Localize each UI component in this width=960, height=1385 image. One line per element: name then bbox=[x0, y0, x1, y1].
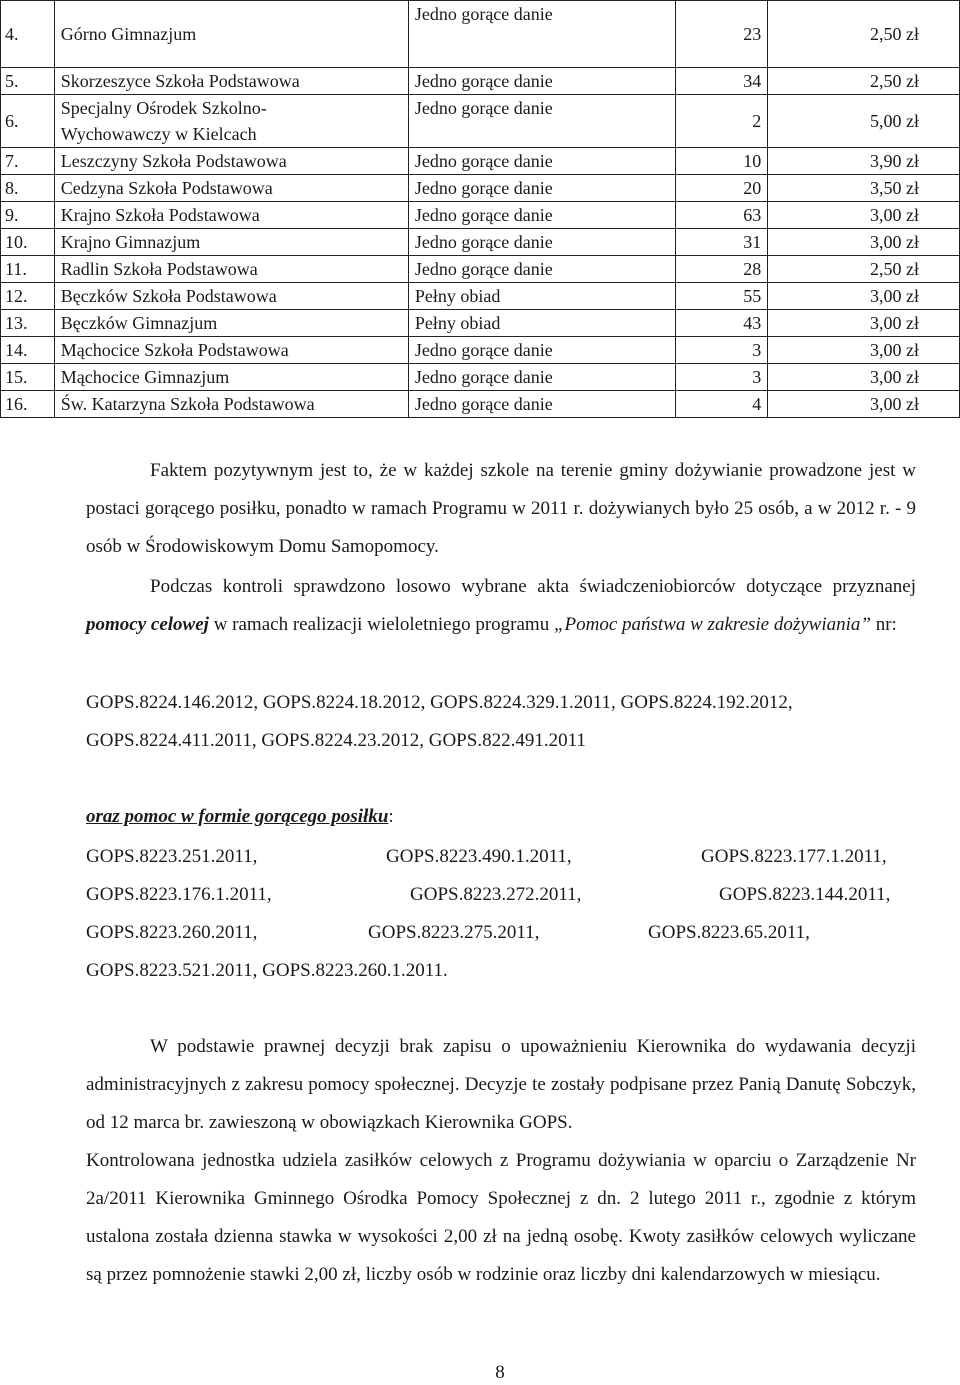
child-count: 34 bbox=[676, 68, 768, 95]
child-count: 3 bbox=[676, 364, 768, 391]
case-number: GOPS.8223.144.2011, bbox=[719, 884, 891, 905]
table-row bbox=[1, 283, 960, 310]
row-number: 6. bbox=[1, 95, 55, 148]
child-count: 4 bbox=[676, 391, 768, 418]
meal-type: Jedno gorące danie bbox=[408, 1, 675, 68]
row-number: 15. bbox=[1, 364, 55, 391]
school-name: Cedzyna Szkoła Podstawowa bbox=[54, 175, 408, 202]
table-row bbox=[1, 175, 960, 202]
meal-type: Jedno gorące danie bbox=[408, 256, 675, 283]
table-row bbox=[1, 391, 960, 418]
meal-price: 3,00 zł bbox=[768, 283, 960, 310]
case-number: GOPS.8223.251.2011, bbox=[86, 846, 258, 867]
meal-type: Jedno gorące danie bbox=[408, 391, 675, 418]
meal-type: Jedno gorące danie bbox=[408, 95, 675, 148]
meal-price: 5,00 zł bbox=[768, 95, 960, 148]
child-count: 2 bbox=[676, 95, 768, 148]
row-number: 11. bbox=[1, 256, 55, 283]
meal-price: 3,00 zł bbox=[768, 229, 960, 256]
child-count: 20 bbox=[676, 175, 768, 202]
paragraph-text: w ramach realizacji wieloletniego programu bbox=[213, 614, 550, 635]
row-number: 10. bbox=[1, 229, 55, 256]
school-name: Radlin Szkoła Podstawowa bbox=[54, 256, 408, 283]
heading-colon: : bbox=[388, 806, 394, 827]
row-number: 5. bbox=[1, 68, 55, 95]
school-name: Krajno Szkoła Podstawowa bbox=[54, 202, 408, 229]
table-row bbox=[1, 256, 960, 283]
case-number: GOPS.8223.176.1.2011, bbox=[86, 884, 272, 905]
row-number: 16. bbox=[1, 391, 55, 418]
school-name: Bęczków Szkoła Podstawowa bbox=[54, 283, 408, 310]
school-name: Mąchocice Gimnazjum bbox=[54, 364, 408, 391]
meal-price: 3,90 zł bbox=[768, 148, 960, 175]
row-number: 9. bbox=[1, 202, 55, 229]
child-count: 10 bbox=[676, 148, 768, 175]
meal-price: 3,00 zł bbox=[768, 202, 960, 229]
paragraph-benefits: Kontrolowana jednostka udziela zasiłków celowych z Programu dożywiania w oparciu o Zarządzenie Nr 2a/2011 Kierownika Gminnego Ośrodka Pomocy Społecznej z dn. 2 lutego 2011 r., zgodnie z którym ustalona została dzienna stawka w wysokości 2,00 zł na jedną osobę. Kwoty zasiłków celowych wyliczane są przez pomnożenie stawki 2,00 zł, liczby osób w rodzinie oraz liczby dni kalendarzowych w miesiącu. bbox=[86, 1150, 916, 1285]
school-name: Św. Katarzyna Szkoła Podstawowa bbox=[54, 391, 408, 418]
meal-price: 3,00 zł bbox=[768, 391, 960, 418]
meal-price: 2,50 zł bbox=[768, 68, 960, 95]
meal-price: 3,00 zł bbox=[768, 364, 960, 391]
school-name: Górno Gimnazjum bbox=[54, 1, 408, 68]
case-numbers-row bbox=[86, 838, 916, 876]
case-numbers-line: GOPS.8224.411.2011, GOPS.8224.23.2012, GOPS.822.491.2011 bbox=[86, 730, 586, 751]
school-name-line2: Wychowawczy w Kielcach bbox=[60, 124, 257, 144]
child-count: 43 bbox=[676, 310, 768, 337]
table-row bbox=[1, 148, 960, 175]
section-heading bbox=[86, 798, 916, 836]
meal-price: 2,50 zł bbox=[768, 1, 960, 68]
case-number: GOPS.8223.490.1.2011, bbox=[386, 846, 572, 867]
table-row bbox=[1, 1, 960, 68]
case-numbers-row bbox=[86, 914, 916, 952]
case-numbers-line: GOPS.8223.521.2011, GOPS.8223.260.1.2011. bbox=[86, 960, 448, 981]
school-name-line1: Specjalny Ośrodek Szkolno- bbox=[60, 98, 267, 118]
meal-type: Pełny obiad bbox=[408, 310, 675, 337]
meal-price: 3,50 zł bbox=[768, 175, 960, 202]
row-number: 7. bbox=[1, 148, 55, 175]
meal-price: 3,00 zł bbox=[768, 310, 960, 337]
paragraph-text: Podczas kontroli sprawdzono losowo wybrane akta świadczeniobiorców dotyczące przyznanej bbox=[150, 576, 916, 597]
paragraph-legal-basis bbox=[86, 1028, 916, 1142]
meal-type: Jedno gorące danie bbox=[408, 337, 675, 364]
page-number: 8 bbox=[495, 1362, 505, 1383]
meal-type: Jedno gorące danie bbox=[408, 175, 675, 202]
child-count: 28 bbox=[676, 256, 768, 283]
meal-type: Jedno gorące danie bbox=[408, 148, 675, 175]
table-row bbox=[1, 337, 960, 364]
table-row bbox=[1, 364, 960, 391]
paragraph-positive-finding bbox=[86, 452, 916, 566]
heading-text: oraz pomoc w formie gorącego posiłku bbox=[86, 806, 389, 827]
school-name: Krajno Gimnazjum bbox=[54, 229, 408, 256]
paragraph-inspection bbox=[86, 568, 916, 644]
paragraph-text: Faktem pozytywnym jest to, że w każdej szkole na terenie gminy dożywianie prowadzone jest w postaci gorącego posiłku, ponadto w ramach Programu w 2011 r. dożywianych było 25 osób, a w 2012 r. - 9 osób w Środowiskowym Domu Samopomocy. bbox=[86, 460, 916, 557]
meal-type: Jedno gorące danie bbox=[408, 202, 675, 229]
meals-table bbox=[0, 0, 960, 418]
emphasis-text: pomocy celowej bbox=[86, 614, 209, 635]
table-row bbox=[1, 202, 960, 229]
row-number: 14. bbox=[1, 337, 55, 364]
row-number: 13. bbox=[1, 310, 55, 337]
meal-type: Jedno gorące danie bbox=[408, 364, 675, 391]
child-count: 55 bbox=[676, 283, 768, 310]
case-number: GOPS.8223.275.2011, bbox=[368, 922, 540, 943]
row-number: 12. bbox=[1, 283, 55, 310]
child-count: 31 bbox=[676, 229, 768, 256]
school-name: Leszczyny Szkoła Podstawowa bbox=[54, 148, 408, 175]
meal-price: 2,50 zł bbox=[768, 256, 960, 283]
paragraph-text: W podstawie prawnej decyzji brak zapisu o upoważnieniu Kierownika do wydawania decyzji administracyjnych z zakresu pomocy społecznej. Decyzje te zostały podpisane przez Panią Danutę Sobczyk, od 12 marca br. zawieszoną w obowiązkach Kierownika GOPS. bbox=[86, 1036, 916, 1133]
school-name: Mąchocice Szkoła Podstawowa bbox=[54, 337, 408, 364]
child-count: 63 bbox=[676, 202, 768, 229]
meal-type: Jedno gorące danie bbox=[408, 68, 675, 95]
school-name: Bęczków Gimnazjum bbox=[54, 310, 408, 337]
case-numbers-row bbox=[86, 876, 916, 914]
row-number: 8. bbox=[1, 175, 55, 202]
program-name: „Pomoc państwa w zakresie dożywiania” bbox=[553, 614, 871, 635]
table-row bbox=[1, 310, 960, 337]
case-numbers-line: GOPS.8224.146.2012, GOPS.8224.18.2012, GOPS.8224.329.1.2011, GOPS.8224.192.2012, bbox=[86, 692, 793, 713]
table-row bbox=[1, 68, 960, 95]
meal-price: 3,00 zł bbox=[768, 337, 960, 364]
school-name: Skorzeszyce Szkoła Podstawowa bbox=[54, 68, 408, 95]
case-number: GOPS.8223.65.2011, bbox=[648, 922, 810, 943]
case-number: GOPS.8223.272.2011, bbox=[410, 884, 582, 905]
case-number: GOPS.8223.260.2011, bbox=[86, 922, 258, 943]
table-row bbox=[1, 95, 960, 148]
row-number: 4. bbox=[1, 1, 55, 68]
meal-type: Pełny obiad bbox=[408, 283, 675, 310]
case-number: GOPS.8223.177.1.2011, bbox=[701, 846, 887, 867]
school-name bbox=[54, 95, 408, 148]
child-count: 23 bbox=[676, 1, 768, 68]
meal-type: Jedno gorące danie bbox=[408, 229, 675, 256]
table-row bbox=[1, 229, 960, 256]
paragraph-text: nr: bbox=[875, 614, 897, 635]
child-count: 3 bbox=[676, 337, 768, 364]
